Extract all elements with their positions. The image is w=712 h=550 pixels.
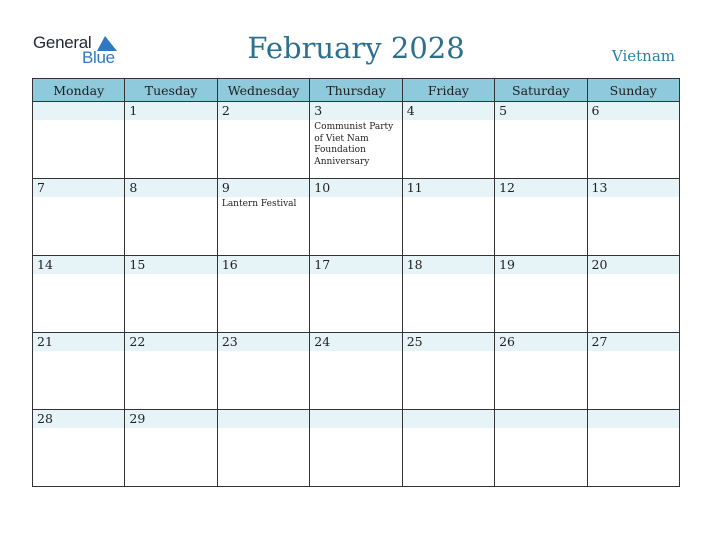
- day-event: [310, 351, 401, 353]
- day-number: [495, 410, 586, 428]
- day-number: 14: [33, 256, 124, 274]
- logo-general-text: General: [33, 33, 92, 52]
- day-number: 7: [33, 179, 124, 197]
- day-event: [33, 428, 124, 430]
- day-cell: [587, 256, 679, 333]
- day-event: [310, 274, 401, 276]
- weekday-friday: Friday: [402, 79, 494, 102]
- day-event: [125, 274, 216, 276]
- day-cell: [125, 410, 217, 487]
- day-cell: [310, 333, 402, 410]
- day-cell: [33, 256, 125, 333]
- day-number: 8: [125, 179, 216, 197]
- day-event: [125, 351, 216, 353]
- day-event: [218, 351, 309, 353]
- weekday-header-row: [33, 79, 680, 102]
- day-number: 5: [495, 102, 586, 120]
- day-cell: [587, 102, 679, 179]
- day-event: [495, 197, 586, 199]
- day-cell: [33, 333, 125, 410]
- day-event: Communist Party of Viet Nam Foundation Anniversary: [314, 122, 394, 167]
- day-event: [33, 197, 124, 199]
- day-cell: [587, 410, 679, 487]
- day-cell: [217, 410, 309, 487]
- week-row: [33, 333, 680, 410]
- day-number: 11: [403, 179, 494, 197]
- day-number: 18: [403, 256, 494, 274]
- day-number: 15: [125, 256, 216, 274]
- day-event: [588, 274, 679, 276]
- day-number: [33, 102, 124, 120]
- day-cell: [33, 179, 125, 256]
- day-number: 26: [495, 333, 586, 351]
- day-event: [588, 351, 679, 353]
- day-number: 6: [588, 102, 679, 120]
- day-event: [33, 120, 124, 122]
- day-number: [403, 410, 494, 428]
- day-event: [218, 428, 309, 430]
- calendar-title: February 2028: [247, 31, 465, 65]
- weekday-monday: Monday: [33, 79, 125, 102]
- day-event: [588, 120, 679, 122]
- day-event: [403, 351, 494, 353]
- day-cell: [33, 410, 125, 487]
- day-cell: [217, 256, 309, 333]
- day-cell: [310, 179, 402, 256]
- day-cell: [217, 333, 309, 410]
- day-number: 28: [33, 410, 124, 428]
- day-number: 9: [218, 179, 309, 197]
- day-number: 2: [218, 102, 309, 120]
- day-number: 10: [310, 179, 401, 197]
- logo-blue-text: Blue: [82, 48, 115, 67]
- day-cell: [125, 333, 217, 410]
- week-row: [33, 102, 680, 179]
- day-event: [495, 120, 586, 122]
- weekday-wednesday: Wednesday: [217, 79, 309, 102]
- day-event: [125, 120, 216, 122]
- day-event: [33, 274, 124, 276]
- day-cell: [402, 410, 494, 487]
- weekday-thursday: Thursday: [310, 79, 402, 102]
- day-number: 19: [495, 256, 586, 274]
- day-cell: [310, 256, 402, 333]
- weekday-sunday: Sunday: [587, 79, 679, 102]
- day-event: [495, 428, 586, 430]
- day-event: [403, 120, 494, 122]
- day-event: [218, 274, 309, 276]
- day-number: [588, 410, 679, 428]
- day-event: [125, 428, 216, 430]
- day-number: 16: [218, 256, 309, 274]
- day-event: [33, 351, 124, 353]
- day-cell: [495, 410, 587, 487]
- day-cell: [402, 333, 494, 410]
- day-event: [403, 428, 494, 430]
- day-number: 4: [403, 102, 494, 120]
- day-event: [495, 351, 586, 353]
- day-cell: [402, 179, 494, 256]
- day-number: 13: [588, 179, 679, 197]
- day-cell: [217, 179, 309, 256]
- day-number: 20: [588, 256, 679, 274]
- day-number: 24: [310, 333, 401, 351]
- day-event: [310, 197, 401, 199]
- day-event: [588, 428, 679, 430]
- day-number: 21: [33, 333, 124, 351]
- day-event: Lantern Festival: [221, 199, 297, 209]
- day-cell: [125, 102, 217, 179]
- day-event: [310, 428, 401, 430]
- day-number: [218, 410, 309, 428]
- country-label: Vietnam: [611, 47, 675, 65]
- day-cell: [125, 256, 217, 333]
- day-cell: [495, 102, 587, 179]
- day-cell: [587, 333, 679, 410]
- day-number: 3: [310, 102, 401, 120]
- day-number: 25: [403, 333, 494, 351]
- day-cell: [402, 102, 494, 179]
- day-cell: [495, 256, 587, 333]
- day-number: 22: [125, 333, 216, 351]
- day-number: 1: [125, 102, 216, 120]
- day-cell: [310, 410, 402, 487]
- day-event: [403, 197, 494, 199]
- day-event: [588, 197, 679, 199]
- day-cell: [495, 333, 587, 410]
- day-number: 23: [218, 333, 309, 351]
- day-number: 12: [495, 179, 586, 197]
- day-cell: [495, 179, 587, 256]
- day-number: 17: [310, 256, 401, 274]
- day-event: [403, 274, 494, 276]
- day-event: [125, 197, 216, 199]
- day-number: 27: [588, 333, 679, 351]
- weekday-saturday: Saturday: [495, 79, 587, 102]
- day-cell: [33, 102, 125, 179]
- week-row: [33, 256, 680, 333]
- day-cell: [402, 256, 494, 333]
- day-cell: [587, 179, 679, 256]
- day-cell: [125, 179, 217, 256]
- day-event: [495, 274, 586, 276]
- day-number: [310, 410, 401, 428]
- week-row: [33, 410, 680, 487]
- calendar-grid: [32, 78, 680, 487]
- day-event: [218, 120, 309, 122]
- week-row: [33, 179, 680, 256]
- day-number: 29: [125, 410, 216, 428]
- day-cell: [217, 102, 309, 179]
- day-cell: [310, 102, 402, 179]
- weekday-tuesday: Tuesday: [125, 79, 217, 102]
